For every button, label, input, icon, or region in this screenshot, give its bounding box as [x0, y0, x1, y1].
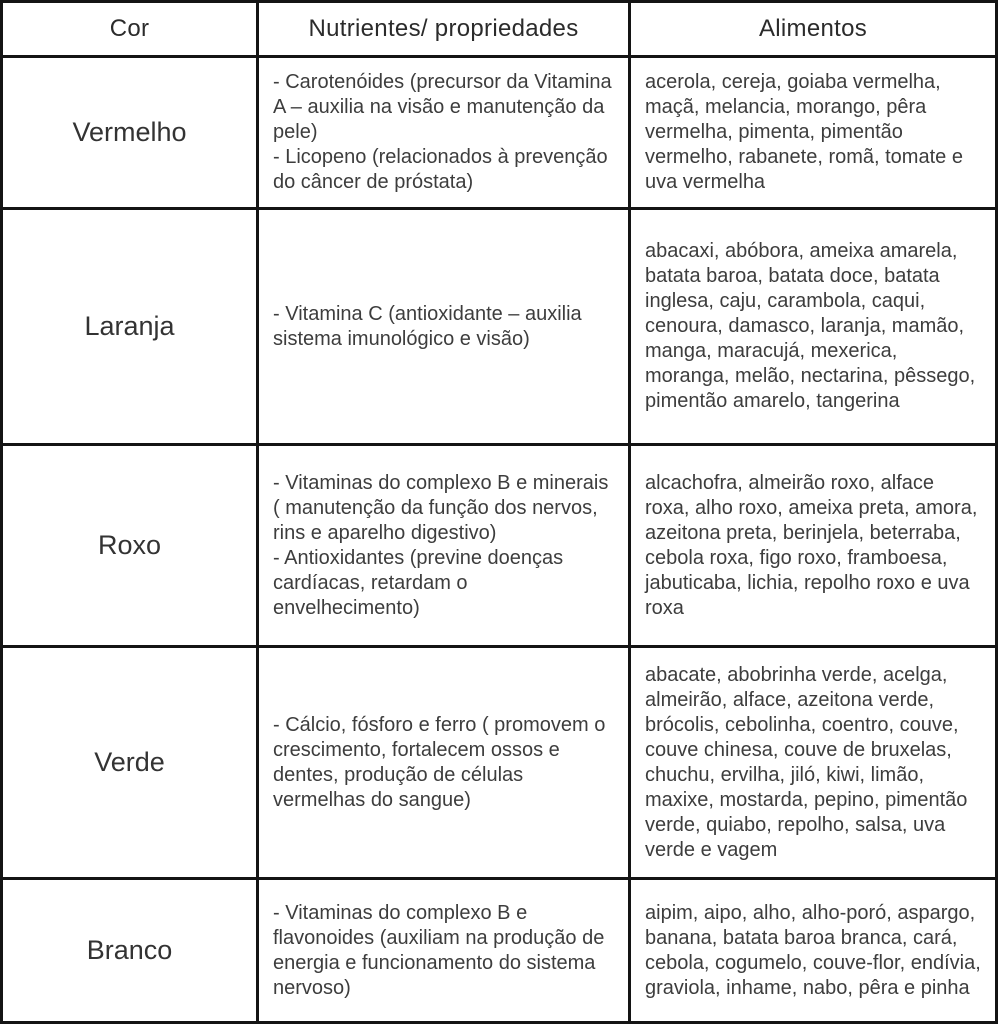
nutrients-cell-verde	[259, 648, 628, 877]
nutrients-cell-laranja	[259, 210, 628, 443]
foods-list: acerola, cereja, goiaba vermelha, maçã, melancia, morango, pêra vermelha, pimenta, pimentão vermelho, rabanete, romã, tomate e uva vermelha	[645, 71, 963, 193]
column-header-cor: Cor	[3, 3, 256, 55]
nutrient-item: - Vitaminas do complexo B e flavonoides (auxiliam na produção de energia e funcionamento do sistema nervoso)	[273, 901, 605, 999]
color-cell-branco: Branco	[3, 880, 256, 1021]
foods-cell-branco	[631, 880, 995, 1021]
nutrients-cell-vermelho	[259, 58, 628, 207]
foods-cell-laranja	[631, 210, 995, 443]
nutrient-item: - Vitaminas do complexo B e minerais ( manutenção da função dos nervos, rins e aparelho digestivo)	[273, 471, 609, 544]
column-header-alimentos: Alimentos	[631, 3, 995, 55]
color-cell-vermelho: Vermelho	[3, 58, 256, 207]
foods-list: abacate, abobrinha verde, acelga, almeirão, alface, azeitona verde, brócolis, cebolinha, coentro, couve, couve chinesa, couve de bruxelas, chuchu, ervilha, jiló, kiwi, limão, maxixe, mostarda, pepino, pimentão verde, quiabo, repolho, salsa, uva verde e vagem	[645, 663, 968, 861]
nutrient-item: - Licopeno (relacionados à prevenção do câncer de próstata)	[273, 146, 608, 193]
nutrient-item: - Antioxidantes (previne doenças cardíacas, retardam o envelhecimento)	[273, 546, 564, 619]
foods-list: aipim, aipo, alho, alho-poró, aspargo, banana, batata baroa branca, cará, cebola, cogumelo, couve-flor, endívia, graviola, inhame, nabo, pêra e pinha	[645, 901, 981, 999]
color-cell-roxo: Roxo	[3, 446, 256, 645]
foods-cell-roxo	[631, 446, 995, 645]
foods-cell-vermelho	[631, 58, 995, 207]
nutrient-item: - Vitamina C (antioxidante – auxilia sistema imunológico e visão)	[273, 302, 582, 350]
nutrients-cell-roxo	[259, 446, 628, 645]
color-cell-verde: Verde	[3, 648, 256, 877]
foods-list: alcachofra, almeirão roxo, alface roxa, alho roxo, ameixa preta, amora, azeitona preta, berinjela, beterraba, cebola roxa, figo roxo, framboesa, jabuticaba, lichia, repolho roxo e uva roxa	[645, 471, 978, 619]
color-cell-laranja: Laranja	[3, 210, 256, 443]
nutrient-item: - Cálcio, fósforo e ferro ( promovem o crescimento, fortalecem ossos e dentes, produção de células vermelhas do sangue)	[273, 713, 606, 811]
nutrients-cell-branco	[259, 880, 628, 1021]
foods-list: abacaxi, abóbora, ameixa amarela, batata baroa, batata doce, batata inglesa, caju, carambola, caqui, cenoura, damasco, laranja, mamão, manga, maracujá, mexerica, moranga, melão, nectarina, pêssego, pimentão amarelo, tangerina	[645, 240, 976, 412]
nutrient-item: - Carotenóides (precursor da Vitamina A – auxilia na visão e manutenção da pele)	[273, 71, 612, 143]
foods-cell-verde	[631, 648, 995, 877]
column-header-nutrientes: Nutrientes/ propriedades	[259, 3, 628, 55]
